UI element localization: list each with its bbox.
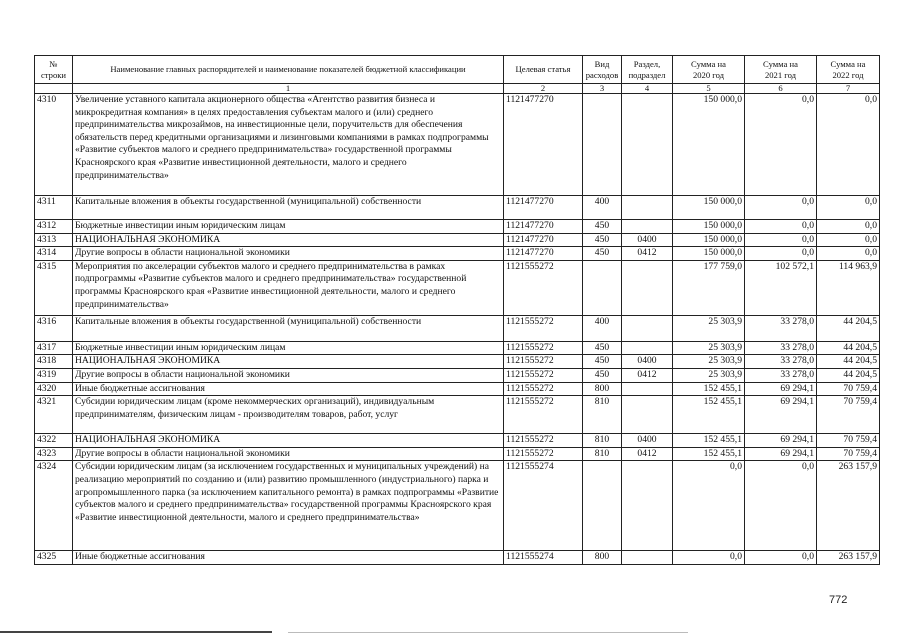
sum-2022-cell: 70 759,4 bbox=[817, 434, 880, 448]
scan-edge-line bbox=[0, 631, 272, 633]
expense-kind-cell: 450 bbox=[583, 247, 622, 261]
row-name-cell: Капитальные вложения в объекты государственной (муниципальной) собственности bbox=[73, 315, 504, 341]
sum-2020-cell: 25 303,9 bbox=[673, 315, 745, 341]
row-number-cell: 4320 bbox=[35, 382, 73, 396]
row-number-cell: 4314 bbox=[35, 247, 73, 261]
table-row bbox=[35, 434, 880, 448]
sum-2020-cell: 150 000,0 bbox=[673, 196, 745, 220]
sum-2020-cell: 150 000,0 bbox=[673, 94, 745, 196]
sum-2020-cell: 152 455,1 bbox=[673, 382, 745, 396]
table-row bbox=[35, 315, 880, 341]
row-number-cell: 4310 bbox=[35, 94, 73, 196]
row-number-cell: 4319 bbox=[35, 368, 73, 382]
sum-2020-cell: 152 455,1 bbox=[673, 396, 745, 434]
section-cell: 0412 bbox=[622, 247, 673, 261]
header-kind: Вид расходов bbox=[583, 56, 622, 84]
header-section: Раздел, подраздел bbox=[622, 56, 673, 84]
row-name-cell: Иные бюджетные ассигнования bbox=[73, 551, 504, 565]
sum-2022-cell: 70 759,4 bbox=[817, 447, 880, 461]
scan-edge-line bbox=[288, 632, 688, 633]
header-sum-2020: Сумма на 2020 год bbox=[673, 56, 745, 84]
table-row bbox=[35, 447, 880, 461]
table-row bbox=[35, 461, 880, 551]
section-cell bbox=[622, 461, 673, 551]
header-sum-2021: Сумма на 2021 год bbox=[745, 56, 817, 84]
expense-kind-cell bbox=[583, 260, 622, 315]
row-number-cell: 4321 bbox=[35, 396, 73, 434]
expense-kind-cell: 400 bbox=[583, 196, 622, 220]
section-cell: 0412 bbox=[622, 447, 673, 461]
target-article-cell: 1121555272 bbox=[504, 396, 583, 434]
sum-2021-cell: 33 278,0 bbox=[745, 368, 817, 382]
sum-2021-cell: 0,0 bbox=[745, 94, 817, 196]
header-sum-2022: Сумма на 2022 год bbox=[817, 56, 880, 84]
expense-kind-cell: 810 bbox=[583, 396, 622, 434]
expense-kind-cell: 450 bbox=[583, 368, 622, 382]
sum-2022-cell: 70 759,4 bbox=[817, 382, 880, 396]
sum-2022-cell: 114 963,9 bbox=[817, 260, 880, 315]
target-article-cell: 1121555274 bbox=[504, 461, 583, 551]
sum-2021-cell: 0,0 bbox=[745, 461, 817, 551]
target-article-cell: 1121555272 bbox=[504, 341, 583, 355]
sum-2021-cell: 69 294,1 bbox=[745, 396, 817, 434]
section-cell bbox=[622, 382, 673, 396]
target-article-cell: 1121477270 bbox=[504, 247, 583, 261]
row-number-cell: 4312 bbox=[35, 220, 73, 234]
row-number-cell: 4315 bbox=[35, 260, 73, 315]
table-row bbox=[35, 551, 880, 565]
target-article-cell: 1121477270 bbox=[504, 220, 583, 234]
sum-2020-cell: 152 455,1 bbox=[673, 447, 745, 461]
sum-2021-cell: 69 294,1 bbox=[745, 434, 817, 448]
sum-2020-cell: 25 303,9 bbox=[673, 341, 745, 355]
sum-2020-cell: 150 000,0 bbox=[673, 247, 745, 261]
column-index-cell: 7 bbox=[817, 84, 880, 94]
table-row bbox=[35, 94, 880, 196]
sum-2020-cell: 177 759,0 bbox=[673, 260, 745, 315]
budget-table bbox=[34, 55, 880, 565]
row-name-cell: Мероприятия по акселерации субъектов малого и среднего предпринимательства в рамках подпрограммы «Развитие субъектов малого и среднего предпринимательства» государственной программы Красноярского края «Развитие инвестиционной деятельности, малого и среднего предпринимательства» bbox=[73, 260, 504, 315]
table-row bbox=[35, 396, 880, 434]
row-name-cell: Субсидии юридическим лицам (за исключением государственных и муниципальных учреждений) на реализацию мероприятий по созданию и (или) развитию промышленного (индустриального) парка и агропромышленного парка (за исключением капитального ремонта) в рамках подпрограммы «Развитие субъектов малого и среднего предпринимательства» государственной программы Красноярского края «Развитие инвестиционной деятельности, малого и среднего предпринимательства» bbox=[73, 461, 504, 551]
expense-kind-cell: 810 bbox=[583, 447, 622, 461]
sum-2021-cell: 0,0 bbox=[745, 220, 817, 234]
expense-kind-cell bbox=[583, 94, 622, 196]
table-row bbox=[35, 247, 880, 261]
row-name-cell: Бюджетные инвестиции иным юридическим лицам bbox=[73, 341, 504, 355]
page-number: 772 bbox=[829, 594, 848, 606]
section-cell bbox=[622, 220, 673, 234]
expense-kind-cell: 800 bbox=[583, 551, 622, 565]
target-article-cell: 1121555272 bbox=[504, 434, 583, 448]
sum-2022-cell: 0,0 bbox=[817, 220, 880, 234]
row-number-cell: 4317 bbox=[35, 341, 73, 355]
section-cell: 0400 bbox=[622, 233, 673, 247]
table-row bbox=[35, 196, 880, 220]
section-cell: 0400 bbox=[622, 434, 673, 448]
section-cell: 0400 bbox=[622, 355, 673, 369]
sum-2021-cell: 69 294,1 bbox=[745, 447, 817, 461]
sum-2021-cell: 0,0 bbox=[745, 247, 817, 261]
expense-kind-cell: 800 bbox=[583, 382, 622, 396]
target-article-cell: 1121477270 bbox=[504, 94, 583, 196]
column-index-cell: 4 bbox=[622, 84, 673, 94]
sum-2022-cell: 0,0 bbox=[817, 94, 880, 196]
table-row bbox=[35, 355, 880, 369]
sum-2020-cell: 0,0 bbox=[673, 461, 745, 551]
header-row bbox=[35, 56, 880, 84]
row-number-cell: 4313 bbox=[35, 233, 73, 247]
sum-2021-cell: 33 278,0 bbox=[745, 341, 817, 355]
target-article-cell: 1121555272 bbox=[504, 355, 583, 369]
budget-table-sheet bbox=[34, 55, 879, 565]
row-number-cell: 4324 bbox=[35, 461, 73, 551]
row-name-cell: Другие вопросы в области национальной экономики bbox=[73, 247, 504, 261]
expense-kind-cell bbox=[583, 461, 622, 551]
target-article-cell: 1121555272 bbox=[504, 382, 583, 396]
sum-2022-cell: 0,0 bbox=[817, 247, 880, 261]
section-cell: 0412 bbox=[622, 368, 673, 382]
sum-2022-cell: 0,0 bbox=[817, 233, 880, 247]
row-name-cell: Бюджетные инвестиции иным юридическим лицам bbox=[73, 220, 504, 234]
target-article-cell: 1121555272 bbox=[504, 447, 583, 461]
section-cell bbox=[622, 260, 673, 315]
expense-kind-cell: 400 bbox=[583, 315, 622, 341]
sum-2022-cell: 70 759,4 bbox=[817, 396, 880, 434]
header-row-no: № строки bbox=[35, 56, 73, 84]
sum-2022-cell: 263 157,9 bbox=[817, 551, 880, 565]
row-name-cell: НАЦИОНАЛЬНАЯ ЭКОНОМИКА bbox=[73, 355, 504, 369]
row-name-cell: Капитальные вложения в объекты государственной (муниципальной) собственности bbox=[73, 196, 504, 220]
sum-2021-cell: 0,0 bbox=[745, 196, 817, 220]
column-index-cell: 1 bbox=[73, 84, 504, 94]
target-article-cell: 1121555274 bbox=[504, 551, 583, 565]
sum-2021-cell: 0,0 bbox=[745, 233, 817, 247]
row-name-cell: Другие вопросы в области национальной экономики bbox=[73, 447, 504, 461]
row-number-cell: 4316 bbox=[35, 315, 73, 341]
sum-2022-cell: 44 204,5 bbox=[817, 355, 880, 369]
row-number-cell: 4323 bbox=[35, 447, 73, 461]
row-name-cell: Увеличение уставного капитала акционерного общества «Агентство развития бизнеса и микрокредитная компания» в целях предоставления субъектам малого и (или) среднего предпринимательства микрозаймов, на инвестиционные цели, поручительств для обеспечения обязательств перед кредитными организациями и лизинговыми компаниями в рамках подпрограммы «Развитие субъектов малого и среднего предпринимательства» государственной программы Красноярского края «Развитие инвестиционной деятельности, малого и среднего предпринимательства» bbox=[73, 94, 504, 196]
target-article-cell: 1121477270 bbox=[504, 233, 583, 247]
sum-2020-cell: 152 455,1 bbox=[673, 434, 745, 448]
section-cell bbox=[622, 315, 673, 341]
row-number-cell: 4325 bbox=[35, 551, 73, 565]
row-number-cell: 4322 bbox=[35, 434, 73, 448]
target-article-cell: 1121555272 bbox=[504, 368, 583, 382]
section-cell bbox=[622, 396, 673, 434]
target-article-cell: 1121477270 bbox=[504, 196, 583, 220]
row-number-cell: 4318 bbox=[35, 355, 73, 369]
row-name-cell: НАЦИОНАЛЬНАЯ ЭКОНОМИКА bbox=[73, 434, 504, 448]
sum-2022-cell: 44 204,5 bbox=[817, 341, 880, 355]
column-index-cell bbox=[35, 84, 73, 94]
row-number-cell: 4311 bbox=[35, 196, 73, 220]
table-body bbox=[35, 94, 880, 565]
sum-2021-cell: 0,0 bbox=[745, 551, 817, 565]
column-index-cell: 3 bbox=[583, 84, 622, 94]
row-name-cell: Другие вопросы в области национальной экономики bbox=[73, 368, 504, 382]
sum-2021-cell: 102 572,1 bbox=[745, 260, 817, 315]
target-article-cell: 1121555272 bbox=[504, 260, 583, 315]
table-row bbox=[35, 220, 880, 234]
table-row bbox=[35, 341, 880, 355]
table-row bbox=[35, 368, 880, 382]
sum-2020-cell: 25 303,9 bbox=[673, 368, 745, 382]
expense-kind-cell: 450 bbox=[583, 233, 622, 247]
section-cell bbox=[622, 551, 673, 565]
column-index-cell: 2 bbox=[504, 84, 583, 94]
expense-kind-cell: 810 bbox=[583, 434, 622, 448]
column-index-row bbox=[35, 84, 880, 94]
table-row bbox=[35, 260, 880, 315]
expense-kind-cell: 450 bbox=[583, 341, 622, 355]
section-cell bbox=[622, 341, 673, 355]
sum-2020-cell: 150 000,0 bbox=[673, 233, 745, 247]
sum-2022-cell: 263 157,9 bbox=[817, 461, 880, 551]
sum-2022-cell: 44 204,5 bbox=[817, 368, 880, 382]
sum-2021-cell: 69 294,1 bbox=[745, 382, 817, 396]
section-cell bbox=[622, 196, 673, 220]
expense-kind-cell: 450 bbox=[583, 355, 622, 369]
sum-2022-cell: 44 204,5 bbox=[817, 315, 880, 341]
expense-kind-cell: 450 bbox=[583, 220, 622, 234]
header-name: Наименование главных распорядителей и наименование показателей бюджетной классификации bbox=[73, 56, 504, 84]
column-index-cell: 6 bbox=[745, 84, 817, 94]
row-name-cell: Субсидии юридическим лицам (кроме некоммерческих организаций), индивидуальным предпринимателям, физическим лицам - производителям товаров, работ, услуг bbox=[73, 396, 504, 434]
sum-2021-cell: 33 278,0 bbox=[745, 315, 817, 341]
table-row bbox=[35, 382, 880, 396]
row-name-cell: Иные бюджетные ассигнования bbox=[73, 382, 504, 396]
sum-2020-cell: 25 303,9 bbox=[673, 355, 745, 369]
sum-2020-cell: 150 000,0 bbox=[673, 220, 745, 234]
column-index-cell: 5 bbox=[673, 84, 745, 94]
sum-2021-cell: 33 278,0 bbox=[745, 355, 817, 369]
table-row bbox=[35, 233, 880, 247]
header-target: Целевая статья bbox=[504, 56, 583, 84]
sum-2022-cell: 0,0 bbox=[817, 196, 880, 220]
section-cell bbox=[622, 94, 673, 196]
sum-2020-cell: 0,0 bbox=[673, 551, 745, 565]
target-article-cell: 1121555272 bbox=[504, 315, 583, 341]
row-name-cell: НАЦИОНАЛЬНАЯ ЭКОНОМИКА bbox=[73, 233, 504, 247]
